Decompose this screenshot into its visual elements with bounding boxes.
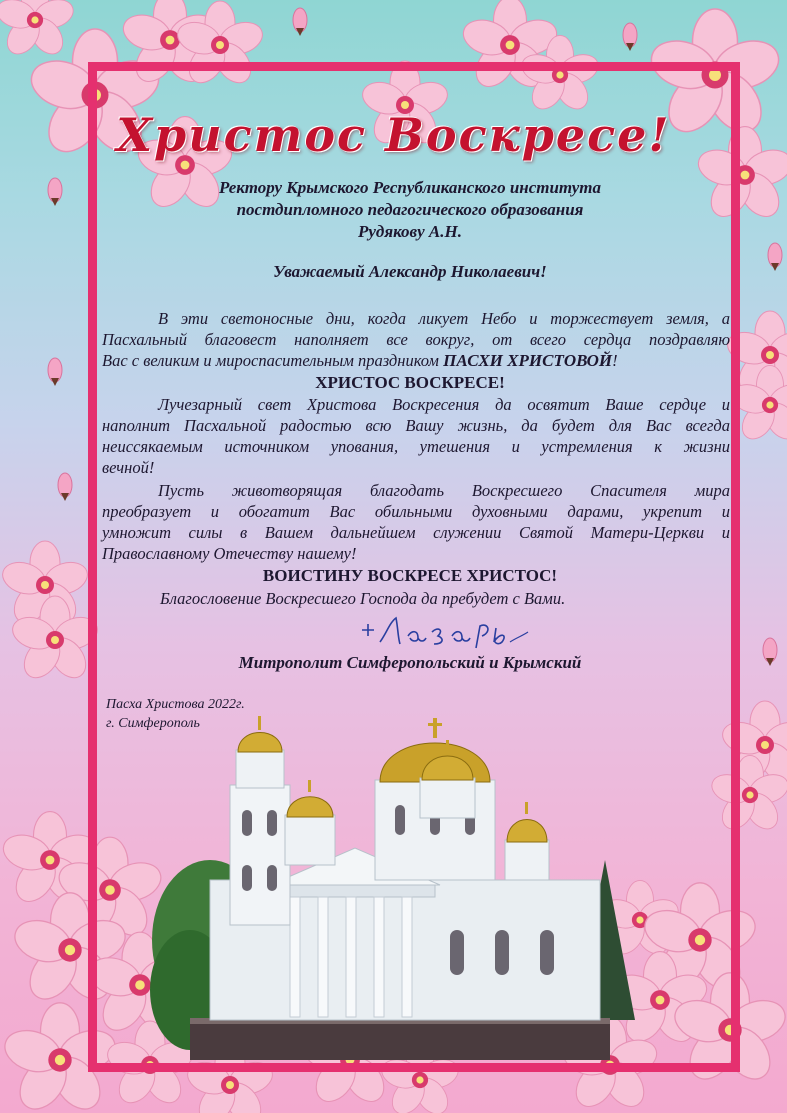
signature <box>352 608 542 654</box>
addressee-line-1: Ректору Крымского Республиканского института <box>218 178 602 197</box>
exclamation-truly-risen: ВОИСТИНУ ВОСКРЕСЕ ХРИСТОС! <box>262 566 558 585</box>
paragraph-2-line: вечной! <box>102 458 155 477</box>
card-heading: Христос Воскресе! <box>116 108 671 162</box>
paragraph-1-emphasis: ПАСХИ ХРИСТОВОЙ <box>443 351 613 370</box>
bud-icon <box>48 178 62 206</box>
exclamation-christ-is-risen: ХРИСТОС ВОСКРЕСЕ! <box>315 373 505 392</box>
bud-icon <box>763 638 777 666</box>
paragraph-3-line: Пусть животворящая благодать Воскресшего Спасителя мира <box>158 481 730 500</box>
signatory: Митрополит Симферопольский и Крымский <box>238 653 582 672</box>
bud-icon <box>768 243 782 271</box>
blossom-icon <box>0 0 77 60</box>
paragraph-2-line: Лучезарный свет Христова Воскресения да освятит Ваше сердце и <box>158 395 730 414</box>
cathedral-image <box>150 690 640 1060</box>
paragraph-3-line: Православному Отечеству нашему! <box>102 544 357 563</box>
paragraph-1-text: Вас с великим и мироспасительным праздником <box>102 351 444 370</box>
bud-icon <box>58 473 72 501</box>
blessing: Благословение Воскресшего Господа да пребудет с Вами. <box>160 589 566 608</box>
bud-icon <box>293 8 307 36</box>
paragraph-1-end: ! <box>612 351 618 370</box>
paragraph-3-line: преобразует и обогатит Вас обильными духовными дарами, укрепит и <box>102 502 730 521</box>
paragraph-3-line: умножит силы в Вашем дальнейшем служении Святой Матери-Церкви и <box>102 523 730 542</box>
bud-icon <box>48 358 62 386</box>
bud-icon <box>623 23 637 51</box>
paragraph-1-line: Пасхальный благовест наполняет все вокруг, от всего сердца поздравляю <box>102 330 730 349</box>
salutation: Уважаемый Александр Николаевич! <box>273 262 547 281</box>
paragraph-1-line: В эти светоносные дни, когда ликует Небо и торжествует земля, а <box>158 309 730 328</box>
footer-date: Пасха Христова 2022г. <box>106 697 245 712</box>
addressee-line-2: постдипломного педагогического образования <box>236 200 584 219</box>
addressee-line-3: Рудякову А.Н. <box>358 222 462 241</box>
footer-place: г. Симферополь <box>106 716 200 731</box>
paragraph-2-line: наполнит Пасхальной радостью всю Вашу жизнь, да будет для Вас всегда <box>102 416 730 435</box>
paragraph-2-line: неиссякаемым источником упования, утешения и устремления к жизни <box>102 437 730 456</box>
paragraph-1-line <box>102 351 618 371</box>
